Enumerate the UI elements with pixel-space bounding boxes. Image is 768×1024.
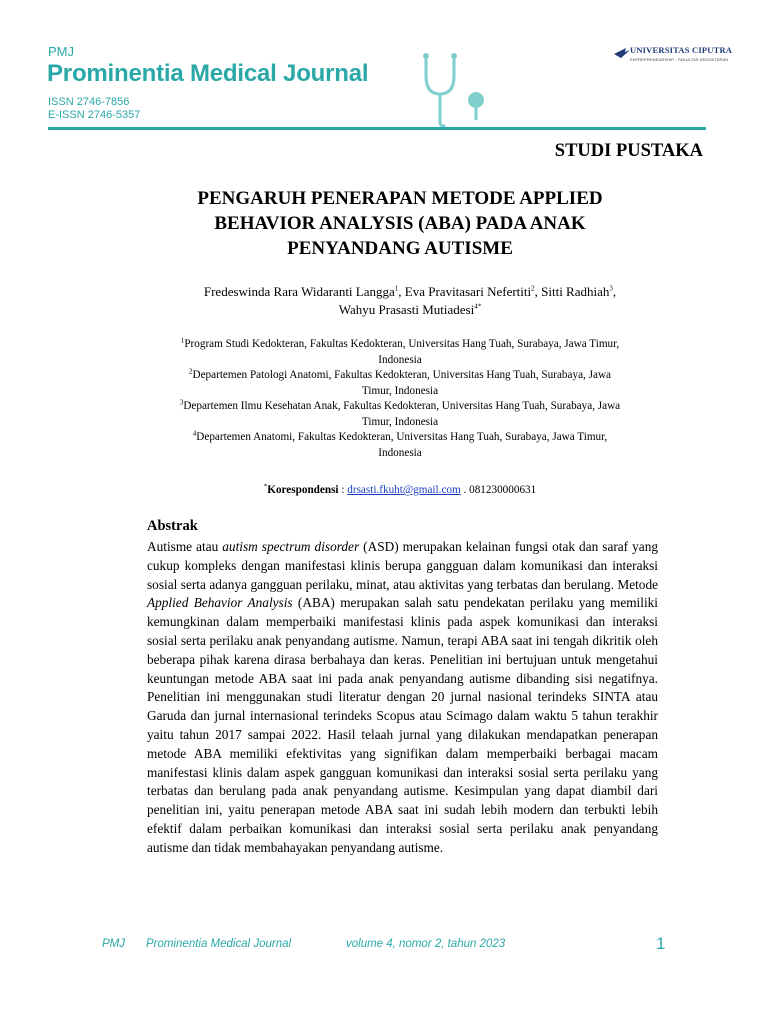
correspondence-sup: * — [263, 482, 268, 491]
university-tagline: ENTREPRENEURSHIP · FAKULTAS KEDOKTERAN — [630, 57, 729, 62]
author-sup: 1 — [394, 284, 399, 293]
affiliation-text: Departemen Patologi Anatomi, Fakultas Kedokteran, Universitas Hang Tuah, Surabaya, Jawa — [192, 369, 611, 381]
author-name: Fredeswinda Rara Widaranti Langga — [203, 284, 395, 299]
correspondence — [100, 484, 700, 496]
correspondence-separator: : — [338, 484, 348, 496]
abstract-heading: Abstrak — [147, 518, 198, 534]
author-sup: 3 — [609, 284, 613, 293]
journal-abbrev: PMJ — [48, 44, 74, 59]
affiliation-text: Departemen Ilmu Kesehatan Anak, Fakultas Kedokteran, Universitas Hang Tuah, Surabaya, Jawa — [183, 400, 621, 412]
author-name: Eva Pravitasari Nefertiti — [404, 284, 532, 299]
author-name: Sitti Radhiah — [541, 284, 610, 299]
email-link[interactable]: drsasti.fkuht@gmail.com — [347, 484, 461, 496]
paper-title — [100, 186, 700, 261]
abstract-text: Autisme atau — [147, 539, 223, 554]
abstract-italic-term: Applied Behavior Analysis — [147, 595, 293, 611]
phone-number: . 081230000631 — [460, 484, 537, 496]
abstract-text: (ASD) merupakan kelainan fungsi otak dan saraf yang cukup kompleks dengan manifestasi klinis berupa gangguan dalam komunikasi dan interaksi sosial serta adanya gangguan perilaku, minat, atau aktivitas yang terbatas dan berulang. Metode — [147, 539, 658, 592]
footer-journal: Prominentia Medical Journal — [146, 938, 292, 950]
author-name: Wahyu Prasasti Mutiadesi — [338, 302, 475, 317]
affiliation-sup: 4 — [192, 429, 197, 438]
affiliation-sup: 3 — [179, 398, 184, 407]
abstract-italic-term: autism spectrum disorder — [222, 539, 360, 554]
affiliation-text: Departemen Anatomi, Fakultas Kedokteran, Universitas Hang Tuah, Surabaya, Jawa Timur, — [196, 431, 608, 443]
affiliation-sup: 2 — [188, 367, 193, 376]
title-line: PENGARUH PENERAPAN METODE APPLIED — [197, 188, 603, 209]
header-divider — [48, 127, 706, 130]
affiliation-text: Timur, Indonesia — [361, 384, 439, 397]
title-line: BEHAVIOR ANALYSIS (ABA) PADA ANAK — [214, 213, 586, 234]
affiliation-text: Timur, Indonesia — [361, 415, 439, 428]
article-type: STUDI PUSTAKA — [554, 141, 703, 161]
journal-title: Prominentia Medical Journal — [47, 60, 369, 87]
affiliation-sup: 1 — [180, 336, 185, 345]
affiliation — [100, 337, 700, 368]
page-number: 1 — [656, 934, 666, 953]
abstract-body — [147, 538, 658, 858]
affiliation — [100, 399, 700, 430]
author-sup: 4* — [474, 302, 482, 311]
footer-volume: volume 4, nomor 2, tahun 2023 — [346, 938, 506, 950]
author-sup: 2 — [531, 284, 535, 293]
affiliation-text: Indonesia — [378, 353, 422, 366]
stethoscope-icon — [414, 50, 494, 130]
affiliation-text: Indonesia — [378, 446, 422, 459]
issn: ISSN 2746-7856 — [48, 96, 130, 108]
author-sep: , — [534, 284, 542, 299]
author-list — [80, 283, 740, 319]
footer-abbrev: PMJ — [102, 938, 125, 950]
title-line: PENYANDANG AUTISME — [287, 238, 513, 259]
e-issn: E-ISSN 2746-5357 — [48, 109, 141, 121]
correspondence-label: Korespondensi — [267, 484, 339, 496]
affiliations — [100, 337, 700, 461]
university-name: UNIVERSITAS CIPUTRA — [630, 45, 733, 55]
affiliation — [100, 368, 700, 399]
author-sep: , — [398, 284, 405, 299]
affiliation-text: Program Studi Kedokteran, Fakultas Kedokteran, Universitas Hang Tuah, Surabaya, Jawa Timur, — [184, 338, 620, 350]
abstract-text: (ABA) merupakan salah satu pendekatan perilaku yang memiliki kemungkinan dalam memperbaiki manifestasi klinis pada aspek komunikasi dan interaksi sosial serta perilaku anak penyandang autisme. Namun, terapi ABA saat ini tengah dikritik oleh beberapa pihak karena dirasa berbahaya dan keras. Penelitian ini bertujuan untuk mengetahui keuntungan metode ABA saat ini pada anak penyandang autisme dibanding sisi negatifnya. Penelitian ini menggunakan studi literatur dengan 20 jurnal nasional terindeks SINTA atau Garuda dan jurnal internasional terindeks Scopus atau Scimago dalam waktu 5 tahun terakhir yaitu tahun 2017 sampai 2022. Hasil telaah jurnal yang dilakukan mendapatkan penerapan metode ABA memiliki efektivitas yang signifikan dalam memperbaiki berbagai macam manifestasi klinis dalam aspek gangguan komunikasi dan interaksi sosial serta perilaku yang terbatas dan berulang pada anak penyandang autisme. Kesimpulan yang dapat diambil dari penelitian ini, yaitu penerapan metode ABA saat ini sudah lebih modern dan terbukti lebih efektif dalam perbaikan komunikasi dan interaksi sosial serta perilaku anak penyandang autisme dan tidak membahayakan penyandang autisme. — [147, 595, 658, 855]
author-sep: , — [612, 284, 617, 299]
affiliation — [100, 430, 700, 461]
